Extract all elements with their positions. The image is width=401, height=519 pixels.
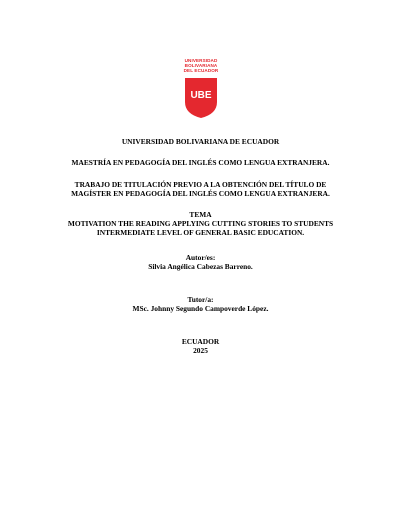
topic-block: [40, 210, 361, 237]
topic-line-1: MOTIVATION THE READING APPLYING CUTTING STORIES TO STUDENTS: [67, 219, 334, 228]
program-name: MAESTRÍA EN PEDAGOGÍA DEL INGLÉS COMO LENGUA EXTRANJERA.: [71, 158, 330, 167]
place: ECUADOR: [181, 337, 220, 346]
program-block: [40, 158, 361, 167]
institution-name: UNIVERSIDAD BOLIVARIANA DE ECUADOR: [121, 137, 280, 146]
shield-icon: [185, 78, 217, 118]
ube-logo: [170, 58, 232, 101]
topic-label: TEMA: [189, 210, 212, 219]
work-block: [40, 180, 361, 198]
author-label: Autor/es:: [185, 253, 216, 262]
place-block: [40, 337, 361, 355]
author-name: Silvia Angélica Cabezas Barreno.: [148, 262, 253, 271]
work-line-2: MAGÍSTER EN PEDAGOGÍA DEL INGLÉS COMO LENGUA EXTRANJERA.: [71, 189, 330, 198]
institution-block: [40, 137, 361, 146]
work-line-1: TRABAJO DE TITULACIÓN PREVIO A LA OBTENCIÓN DEL TÍTULO DE: [74, 180, 327, 189]
year: 2025: [193, 346, 208, 355]
logo-line-3: DEL ECUADOR: [183, 68, 219, 74]
tutor-block: [40, 295, 361, 313]
tutor-name: MSc. Johnny Segundo Campoverde López.: [132, 304, 269, 313]
author-block: [40, 253, 361, 271]
shield-text: UBE: [190, 90, 212, 101]
tutor-label: Tutor/a:: [187, 295, 214, 304]
topic-line-2: INTERMEDIATE LEVEL OF GENERAL BASIC EDUCATION.: [96, 228, 305, 237]
logo-line-2: BOLIVARIANA: [184, 63, 218, 69]
logo-line-1: UNIVERSIDAD: [184, 58, 218, 63]
